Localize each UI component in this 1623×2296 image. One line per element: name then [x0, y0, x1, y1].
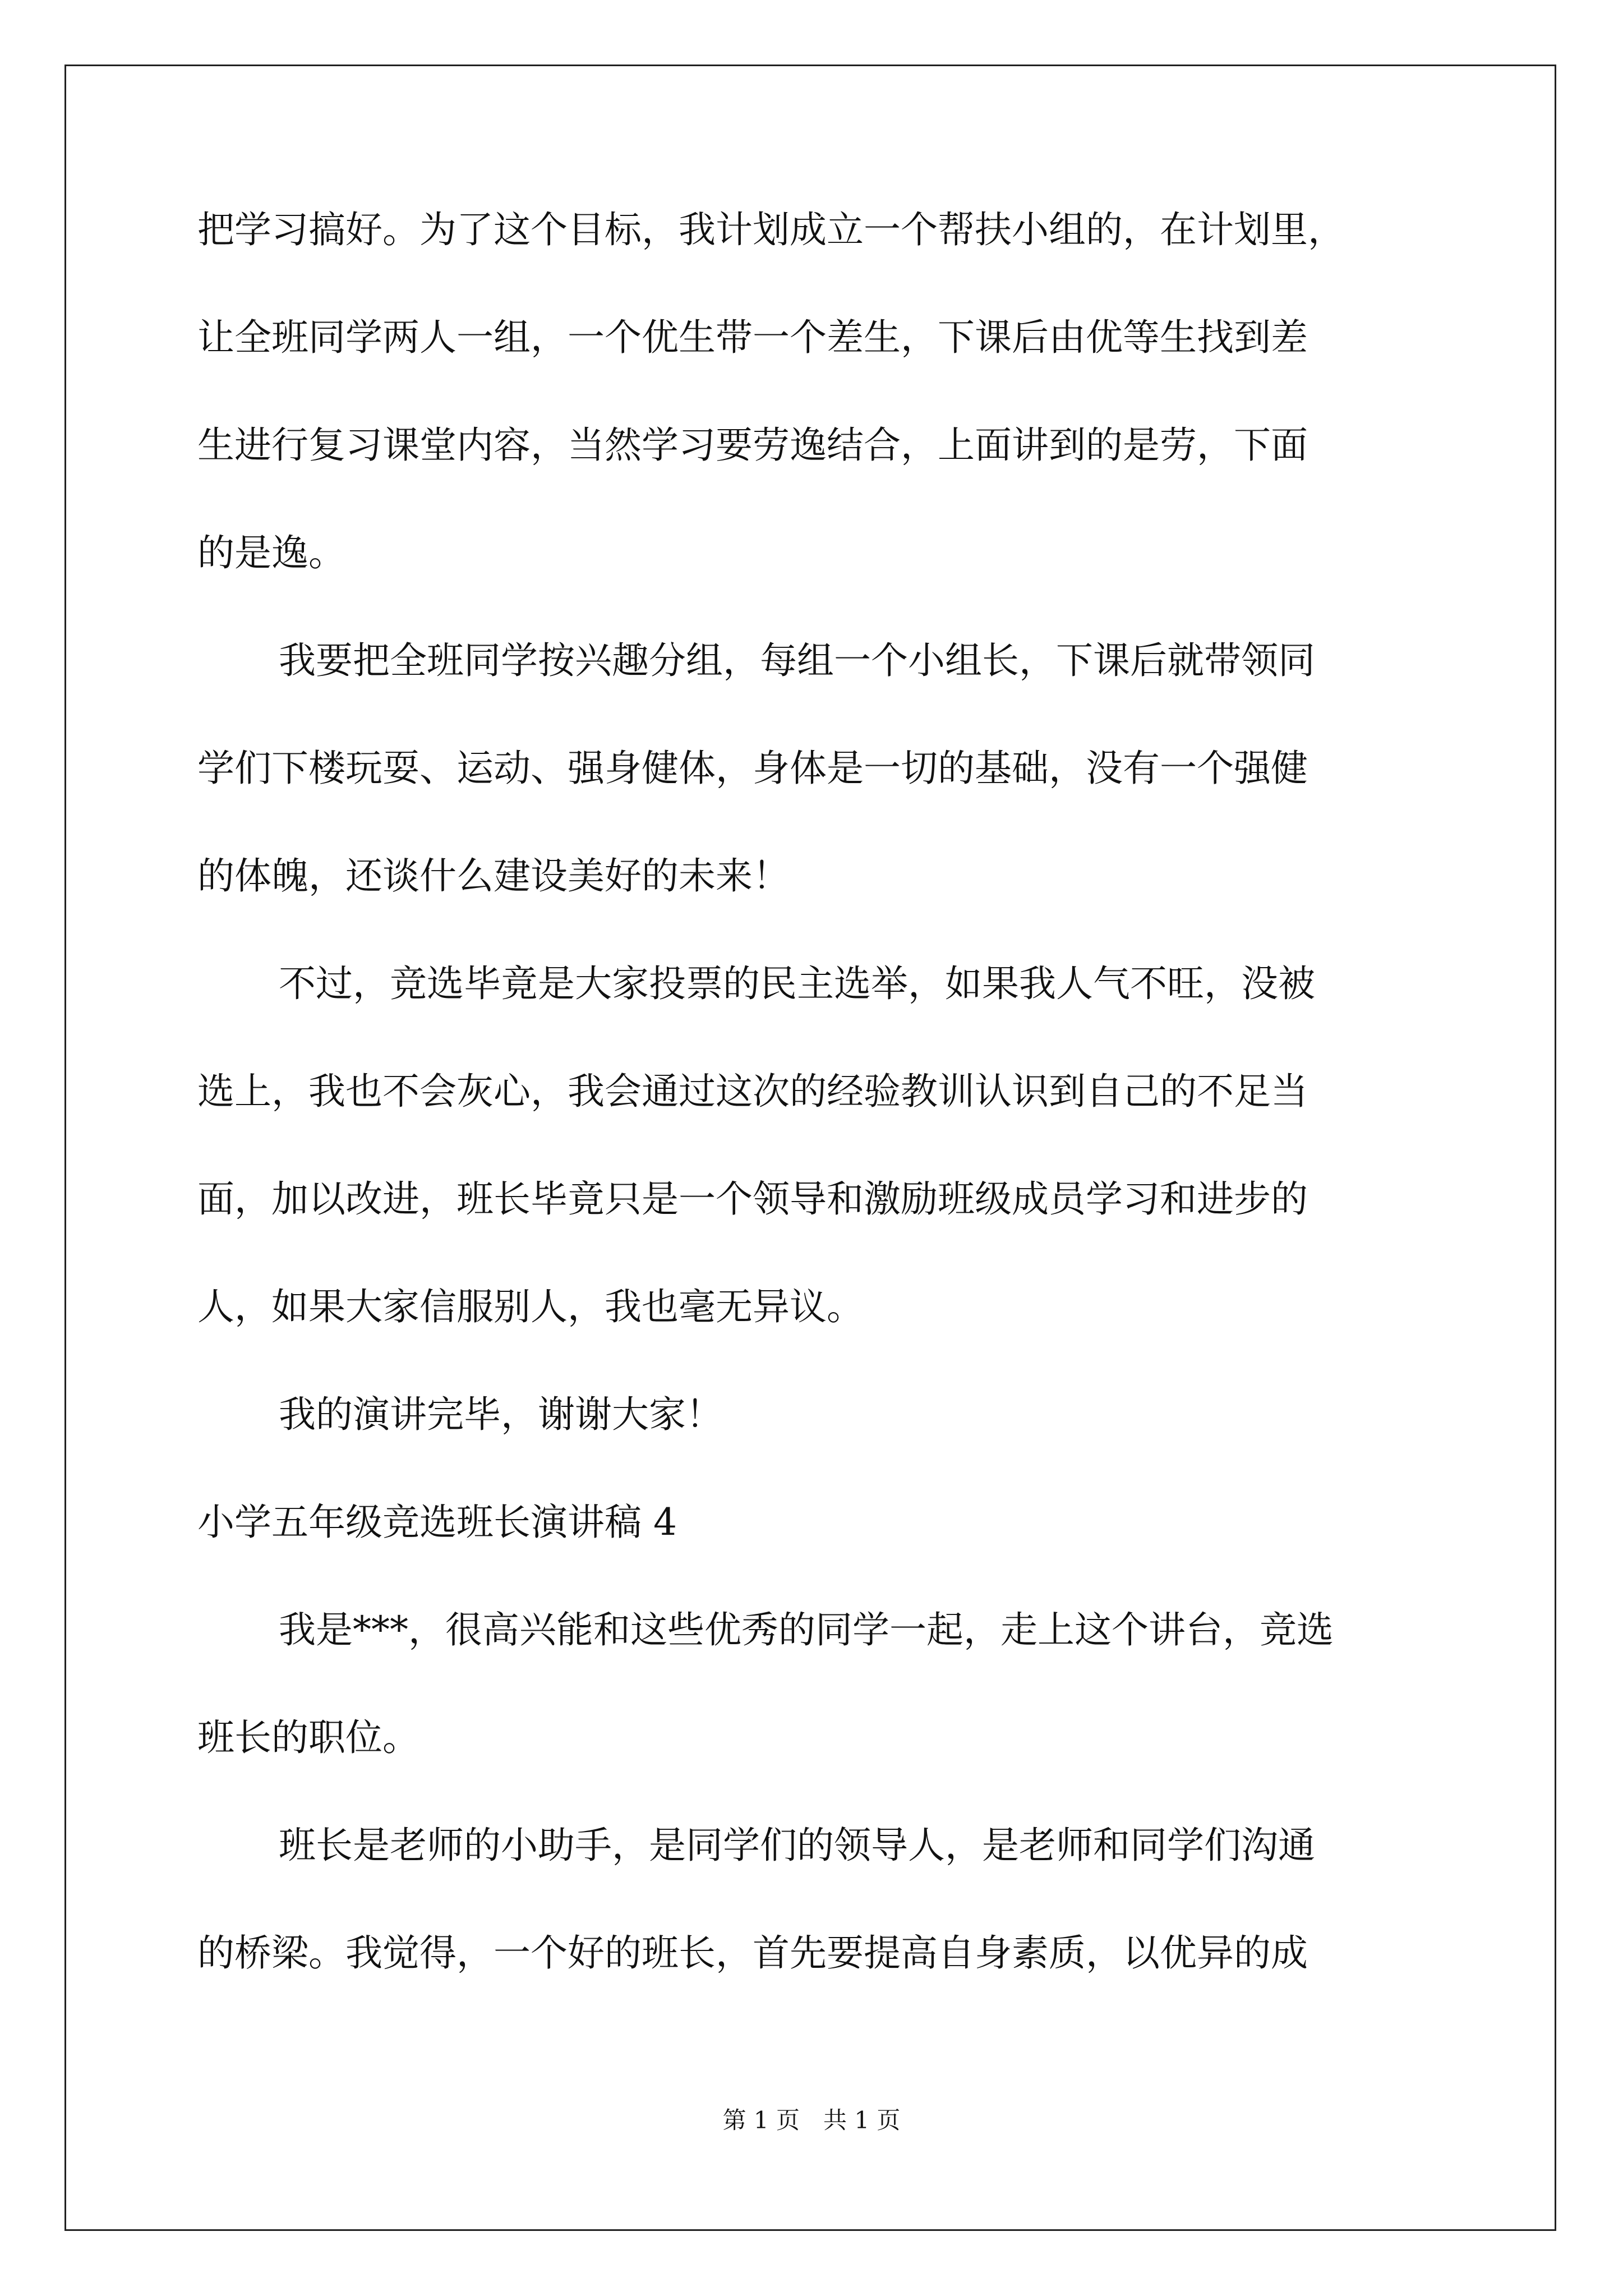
paragraph-line: 把学习搞好。为了这个目标，我计划成立一个帮扶小组的，在计划里， [197, 208, 1345, 251]
paragraph-line: 的桥梁。我觉得，一个好的班长，首先要提高自身素质，以优异的成 [197, 1931, 1308, 1975]
paragraph-line: 让全班同学两人一组，一个优生带一个差生，下课后由优等生找到差 [197, 316, 1308, 359]
paragraph-line: 我的演讲完毕，谢谢大家！ [279, 1393, 723, 1436]
paragraph-line: 班长是老师的小助手，是同学们的领导人，是老师和同学们沟通 [279, 1824, 1315, 1867]
paragraph-line: 我要把全班同学按兴趣分组，每组一个小组长，下课后就带领同 [279, 639, 1315, 682]
page-number-footer: 第 1 页 共 1 页 [722, 2106, 901, 2134]
paragraph-line: 面，加以改进，班长毕竟只是一个领导和激励班级成员学习和进步的 [197, 1177, 1308, 1221]
paragraph-line: 不过，竞选毕竟是大家投票的民主选举，如果我人气不旺，没被 [279, 962, 1315, 1005]
paragraph-line: 学们下楼玩耍、运动、强身健体，身体是一切的基础，没有一个强健 [197, 747, 1308, 790]
paragraph-line: 人，如果大家信服别人，我也毫无异议。 [197, 1285, 864, 1328]
paragraph-line: 的体魄，还谈什么建设美好的未来！ [197, 854, 790, 898]
paragraph-line: 我是***，很高兴能和这些优秀的同学一起，走上这个讲台，竞选 [279, 1608, 1334, 1651]
paragraph-line: 生进行复习课堂内容，当然学习要劳逸结合，上面讲到的是劳，下面 [197, 424, 1308, 467]
paragraph-line: 的是逸。 [197, 531, 345, 574]
section-heading: 小学五年级竞选班长演讲稿 4 [197, 1501, 677, 1544]
paragraph-line: 班长的职位。 [197, 1716, 419, 1759]
paragraph-line: 选上，我也不会灰心，我会通过这次的经验教训认识到自己的不足当 [197, 1070, 1308, 1113]
page-border [64, 65, 1556, 2231]
